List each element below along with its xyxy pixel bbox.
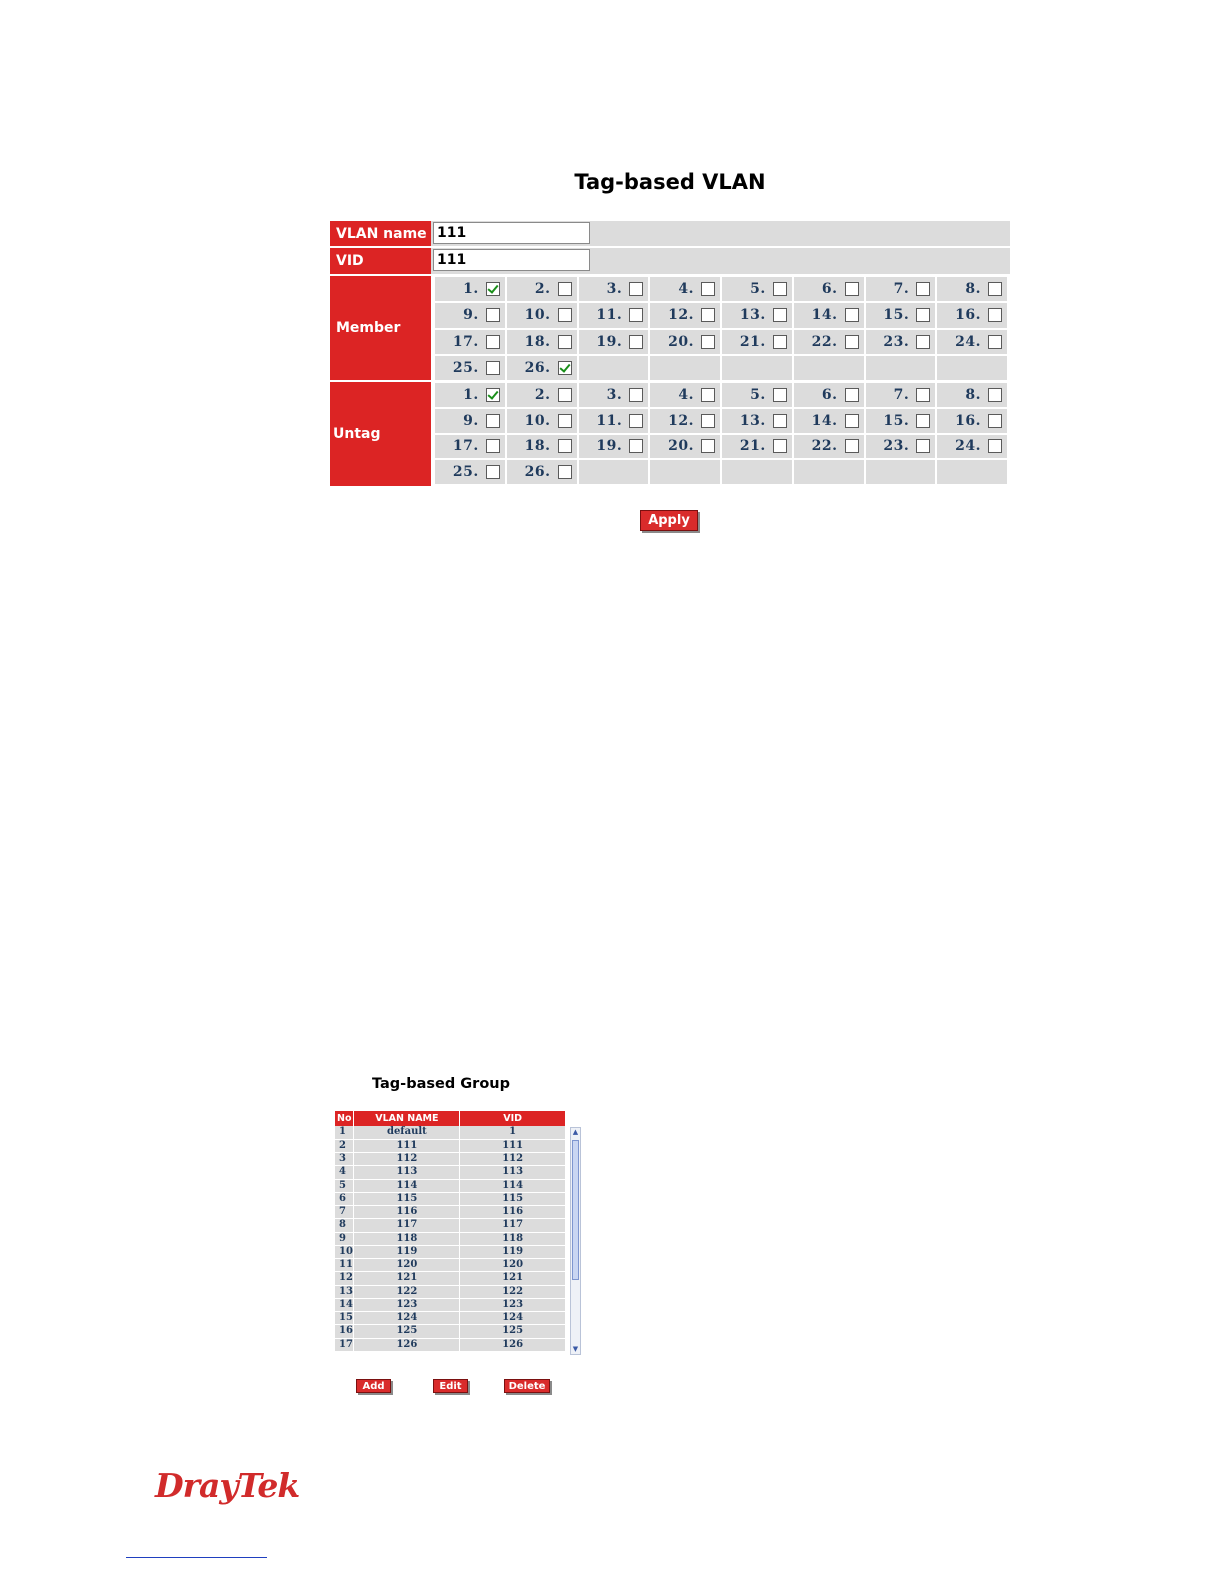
scroll-thumb[interactable]: [572, 1140, 579, 1280]
member-port-label-25: 25.: [452, 359, 479, 376]
untag-empty-cell: [650, 460, 720, 484]
untag-port-label-15: 15.: [883, 412, 910, 429]
untag-port-checkbox-2[interactable]: [558, 388, 572, 402]
apply-button[interactable]: Apply: [640, 510, 698, 531]
member-port-cell-26: [507, 356, 577, 380]
cell-no: 2: [335, 1139, 354, 1152]
untag-port-cell-13: [722, 409, 792, 433]
cell-vlan-name: 115: [354, 1192, 460, 1205]
cell-vlan-name: 116: [354, 1206, 460, 1219]
table-row[interactable]: [335, 1166, 566, 1179]
cell-vlan-name: 113: [354, 1166, 460, 1179]
member-port-cell-19: [579, 330, 649, 354]
cell-vlan-name: 124: [354, 1312, 460, 1325]
untag-port-checkbox-20[interactable]: [701, 439, 715, 453]
cell-no: 6: [335, 1192, 354, 1205]
column-header-no: No: [335, 1111, 354, 1126]
member-port-label-14: 14.: [811, 307, 838, 324]
member-port-label-5: 5.: [750, 281, 766, 298]
untag-port-cell-9: [435, 409, 505, 433]
member-port-cell-9: [435, 303, 505, 327]
member-empty-cell: [722, 356, 792, 380]
untag-empty-cell: [866, 460, 936, 484]
table-row[interactable]: [335, 1219, 566, 1232]
cell-vlan-name: 112: [354, 1153, 460, 1166]
untag-port-checkbox-13[interactable]: [773, 414, 787, 428]
cell-vid: 1: [460, 1126, 566, 1139]
member-port-checkbox-9[interactable]: [486, 308, 500, 322]
member-port-checkbox-22[interactable]: [845, 335, 859, 349]
member-port-cell-13: [722, 303, 792, 327]
untag-port-cell-17: [435, 435, 505, 459]
member-port-checkbox-2[interactable]: [558, 282, 572, 296]
untag-port-checkbox-8[interactable]: [988, 388, 1002, 402]
delete-button[interactable]: Delete: [504, 1379, 550, 1393]
cell-no: 8: [335, 1219, 354, 1232]
member-port-label-10: 10.: [524, 307, 551, 324]
cell-vid: 111: [460, 1139, 566, 1152]
edit-button[interactable]: Edit: [433, 1379, 468, 1393]
column-header-vlan-name: VLAN NAME: [354, 1111, 460, 1126]
cell-no: 4: [335, 1166, 354, 1179]
untag-port-checkbox-17[interactable]: [486, 439, 500, 453]
table-row[interactable]: [335, 1192, 566, 1205]
cell-no: 1: [335, 1126, 354, 1139]
untag-port-cell-18: [507, 435, 577, 459]
untag-port-cell-23: [866, 435, 936, 459]
table-row[interactable]: [335, 1338, 566, 1351]
untag-port-cell-2: [507, 383, 577, 407]
cell-vid: 126: [460, 1338, 566, 1351]
cell-no: 15: [335, 1312, 354, 1325]
untag-port-label-1: 1.: [463, 386, 479, 403]
untag-port-cell-20: [650, 435, 720, 459]
untag-port-label-2: 2.: [534, 386, 551, 403]
cell-vlan-name: 121: [354, 1272, 460, 1285]
untag-port-cell-1: [435, 383, 505, 407]
member-port-cell-12: [650, 303, 720, 327]
footer-divider: [126, 1557, 267, 1558]
cell-no: 17: [335, 1338, 354, 1351]
cell-no: 7: [335, 1206, 354, 1219]
member-port-label-13: 13.: [739, 307, 766, 324]
untag-port-checkbox-9[interactable]: [486, 414, 500, 428]
member-port-checkbox-10[interactable]: [558, 308, 572, 322]
member-port-checkbox-24[interactable]: [988, 335, 1002, 349]
untag-port-label-11: 11.: [596, 412, 623, 429]
table-row[interactable]: [335, 1272, 566, 1285]
member-port-checkbox-25[interactable]: [486, 361, 500, 375]
cell-vid: 123: [460, 1298, 566, 1311]
untag-port-checkbox-3[interactable]: [629, 388, 643, 402]
cell-no: 9: [335, 1232, 354, 1245]
cell-no: 14: [335, 1298, 354, 1311]
member-port-label-11: 11.: [596, 307, 623, 324]
untag-port-cell-8: [937, 383, 1007, 407]
member-port-checkbox-20[interactable]: [701, 335, 715, 349]
untag-port-label-9: 9.: [463, 412, 479, 429]
member-port-checkbox-16[interactable]: [988, 308, 1002, 322]
member-port-cell-4: [650, 277, 720, 301]
untag-port-label-6: 6.: [821, 386, 838, 403]
member-port-label-20: 20.: [668, 333, 694, 350]
member-port-checkbox-23[interactable]: [916, 335, 930, 349]
untag-port-cell-22: [794, 435, 864, 459]
untag-port-checkbox-18[interactable]: [558, 439, 572, 453]
table-row[interactable]: [335, 1179, 566, 1192]
member-port-checkbox-14[interactable]: [845, 308, 859, 322]
untag-port-checkbox-4[interactable]: [701, 388, 715, 402]
cell-vid: 119: [460, 1245, 566, 1258]
untag-port-label-16: 16.: [955, 412, 981, 429]
member-port-label-18: 18.: [524, 333, 551, 350]
vid-label: VID: [330, 248, 431, 274]
cell-vid: 125: [460, 1325, 566, 1338]
cell-vlan-name: 123: [354, 1298, 460, 1311]
untag-port-checkbox-11[interactable]: [629, 414, 643, 428]
table-row[interactable]: [335, 1139, 566, 1152]
untag-port-checkbox-23[interactable]: [916, 439, 930, 453]
cell-vid: 124: [460, 1312, 566, 1325]
untag-port-cell-16: [937, 409, 1007, 433]
member-port-cell-14: [794, 303, 864, 327]
member-port-checkbox-7[interactable]: [916, 282, 930, 296]
member-port-checkbox-11[interactable]: [629, 308, 643, 322]
member-empty-cell: [579, 356, 649, 380]
cell-vlan-name: 118: [354, 1232, 460, 1245]
cell-vlan-name: default: [354, 1126, 460, 1139]
untag-port-label-20: 20.: [668, 438, 694, 455]
untag-port-label-7: 7.: [893, 386, 910, 403]
page-title: Tag-based VLAN: [574, 170, 766, 194]
table-row[interactable]: [335, 1126, 566, 1139]
member-port-checkbox-4[interactable]: [701, 282, 715, 296]
untag-port-checkbox-1[interactable]: [486, 388, 500, 402]
untag-port-label-10: 10.: [524, 412, 551, 429]
column-header-vid: VID: [460, 1111, 566, 1126]
scroll-down-icon[interactable]: ▼: [572, 1345, 579, 1353]
member-port-grid: [435, 277, 1007, 380]
member-port-label-6: 6.: [821, 281, 838, 298]
cell-vlan-name: 111: [354, 1139, 460, 1152]
cell-vid: 117: [460, 1219, 566, 1232]
cell-vid: 114: [460, 1179, 566, 1192]
untag-port-label-23: 23.: [883, 438, 910, 455]
untag-port-cell-11: [579, 409, 649, 433]
cell-no: 10: [335, 1245, 354, 1258]
member-port-cell-16: [937, 303, 1007, 327]
member-port-checkbox-5[interactable]: [773, 282, 787, 296]
member-port-checkbox-21[interactable]: [773, 335, 787, 349]
member-port-cell-6: [794, 277, 864, 301]
untag-port-checkbox-26[interactable]: [558, 465, 572, 479]
cell-vid: 120: [460, 1259, 566, 1272]
untag-empty-cell: [579, 460, 649, 484]
untag-port-cell-25: [435, 460, 505, 484]
member-port-cell-1: [435, 277, 505, 301]
cell-no: 12: [335, 1272, 354, 1285]
cell-vid: 122: [460, 1285, 566, 1298]
untag-port-cell-21: [722, 435, 792, 459]
untag-port-checkbox-19[interactable]: [629, 439, 643, 453]
untag-port-label-3: 3.: [606, 386, 623, 403]
untag-port-cell-4: [650, 383, 720, 407]
cell-vid: 112: [460, 1153, 566, 1166]
member-port-checkbox-1[interactable]: [486, 282, 500, 296]
cell-vid: 121: [460, 1272, 566, 1285]
cell-vlan-name: 122: [354, 1285, 460, 1298]
member-port-cell-5: [722, 277, 792, 301]
cell-vlan-name: 120: [354, 1259, 460, 1272]
member-port-label-3: 3.: [606, 281, 623, 298]
member-port-cell-8: [937, 277, 1007, 301]
table-row[interactable]: [335, 1259, 566, 1272]
untag-port-label-14: 14.: [811, 412, 838, 429]
untag-port-grid: [435, 383, 1007, 484]
member-port-checkbox-15[interactable]: [916, 308, 930, 322]
member-empty-cell: [866, 356, 936, 380]
untag-label: Untag: [330, 382, 431, 486]
member-label: Member: [330, 276, 431, 380]
member-port-checkbox-3[interactable]: [629, 282, 643, 296]
member-port-checkbox-18[interactable]: [558, 335, 572, 349]
cell-no: 16: [335, 1325, 354, 1338]
member-port-cell-11: [579, 303, 649, 327]
member-port-checkbox-12[interactable]: [701, 308, 715, 322]
cell-no: 3: [335, 1153, 354, 1166]
table-row[interactable]: [335, 1153, 566, 1166]
table-row[interactable]: [335, 1325, 566, 1338]
vlan-name-input[interactable]: [433, 222, 590, 244]
table-row[interactable]: [335, 1312, 566, 1325]
member-port-label-1: 1.: [463, 281, 479, 298]
cell-vlan-name: 117: [354, 1219, 460, 1232]
member-port-cell-18: [507, 330, 577, 354]
member-port-cell-17: [435, 330, 505, 354]
untag-port-label-26: 26.: [524, 464, 551, 481]
vid-input[interactable]: [433, 249, 590, 271]
untag-port-checkbox-5[interactable]: [773, 388, 787, 402]
untag-port-checkbox-15[interactable]: [916, 414, 930, 428]
cell-no: 5: [335, 1179, 354, 1192]
group-table: [335, 1111, 566, 1352]
table-row[interactable]: [335, 1206, 566, 1219]
member-port-label-22: 22.: [811, 333, 838, 350]
untag-port-label-18: 18.: [524, 438, 551, 455]
member-port-label-4: 4.: [678, 281, 694, 298]
untag-port-checkbox-12[interactable]: [701, 414, 715, 428]
cell-vlan-name: 114: [354, 1179, 460, 1192]
member-port-label-12: 12.: [668, 307, 694, 324]
cell-vid: 116: [460, 1206, 566, 1219]
add-button[interactable]: Add: [356, 1379, 391, 1393]
member-port-cell-7: [866, 277, 936, 301]
untag-port-checkbox-14[interactable]: [845, 414, 859, 428]
table-row[interactable]: [335, 1298, 566, 1311]
draytek-logo: DrayTek: [155, 1466, 300, 1505]
untag-port-cell-19: [579, 435, 649, 459]
scroll-up-icon[interactable]: ▲: [572, 1128, 579, 1136]
untag-port-cell-14: [794, 409, 864, 433]
untag-port-cell-24: [937, 435, 1007, 459]
member-port-checkbox-26[interactable]: [558, 361, 572, 375]
member-port-cell-15: [866, 303, 936, 327]
cell-vlan-name: 119: [354, 1245, 460, 1258]
cell-vlan-name: 126: [354, 1338, 460, 1351]
untag-port-cell-10: [507, 409, 577, 433]
member-port-checkbox-8[interactable]: [988, 282, 1002, 296]
member-port-label-15: 15.: [883, 307, 910, 324]
member-port-cell-24: [937, 330, 1007, 354]
member-port-checkbox-17[interactable]: [486, 335, 500, 349]
cell-vid: 115: [460, 1192, 566, 1205]
cell-no: 11: [335, 1259, 354, 1272]
untag-port-label-19: 19.: [596, 438, 623, 455]
untag-port-cell-7: [866, 383, 936, 407]
untag-port-checkbox-21[interactable]: [773, 439, 787, 453]
untag-port-label-24: 24.: [955, 438, 981, 455]
untag-empty-cell: [937, 460, 1007, 484]
untag-port-checkbox-6[interactable]: [845, 388, 859, 402]
untag-port-cell-6: [794, 383, 864, 407]
member-port-cell-22: [794, 330, 864, 354]
untag-port-label-5: 5.: [750, 386, 766, 403]
member-port-checkbox-19[interactable]: [629, 335, 643, 349]
untag-port-checkbox-7[interactable]: [916, 388, 930, 402]
untag-port-label-17: 17.: [452, 438, 479, 455]
untag-port-label-8: 8.: [965, 386, 981, 403]
member-port-label-16: 16.: [955, 307, 981, 324]
member-port-cell-3: [579, 277, 649, 301]
table-row[interactable]: [335, 1285, 566, 1298]
untag-port-label-21: 21.: [739, 438, 766, 455]
vlan-name-label: VLAN name: [330, 221, 431, 246]
member-port-cell-20: [650, 330, 720, 354]
member-port-checkbox-6[interactable]: [845, 282, 859, 296]
untag-port-cell-15: [866, 409, 936, 433]
member-empty-cell: [937, 356, 1007, 380]
untag-empty-cell: [794, 460, 864, 484]
cell-vid: 118: [460, 1232, 566, 1245]
group-title: Tag-based Group: [372, 1076, 510, 1092]
member-port-label-7: 7.: [893, 281, 910, 298]
untag-empty-cell: [722, 460, 792, 484]
untag-port-checkbox-24[interactable]: [988, 439, 1002, 453]
table-row[interactable]: [335, 1232, 566, 1245]
member-port-cell-2: [507, 277, 577, 301]
untag-port-label-4: 4.: [678, 386, 694, 403]
member-port-label-17: 17.: [452, 333, 479, 350]
untag-port-label-22: 22.: [811, 438, 838, 455]
member-port-label-21: 21.: [739, 333, 766, 350]
untag-port-checkbox-16[interactable]: [988, 414, 1002, 428]
member-port-label-9: 9.: [463, 307, 479, 324]
untag-port-cell-5: [722, 383, 792, 407]
member-port-cell-25: [435, 356, 505, 380]
cell-vlan-name: 125: [354, 1325, 460, 1338]
untag-port-checkbox-10[interactable]: [558, 414, 572, 428]
untag-port-label-25: 25.: [452, 464, 479, 481]
untag-port-checkbox-22[interactable]: [845, 439, 859, 453]
member-empty-cell: [650, 356, 720, 380]
member-port-label-2: 2.: [534, 281, 551, 298]
member-port-label-26: 26.: [524, 359, 551, 376]
member-port-label-8: 8.: [965, 281, 981, 298]
member-port-label-23: 23.: [883, 333, 910, 350]
member-port-label-19: 19.: [596, 333, 623, 350]
group-table-scrollbar[interactable]: [570, 1127, 581, 1355]
cell-vid: 113: [460, 1166, 566, 1179]
untag-port-cell-3: [579, 383, 649, 407]
member-port-cell-10: [507, 303, 577, 327]
member-port-checkbox-13[interactable]: [773, 308, 787, 322]
member-port-cell-21: [722, 330, 792, 354]
untag-port-label-12: 12.: [668, 412, 694, 429]
untag-port-label-13: 13.: [739, 412, 766, 429]
cell-no: 13: [335, 1285, 354, 1298]
member-port-label-24: 24.: [955, 333, 981, 350]
table-row[interactable]: [335, 1245, 566, 1258]
untag-port-cell-26: [507, 460, 577, 484]
untag-port-checkbox-25[interactable]: [486, 465, 500, 479]
member-port-cell-23: [866, 330, 936, 354]
untag-port-cell-12: [650, 409, 720, 433]
member-empty-cell: [794, 356, 864, 380]
